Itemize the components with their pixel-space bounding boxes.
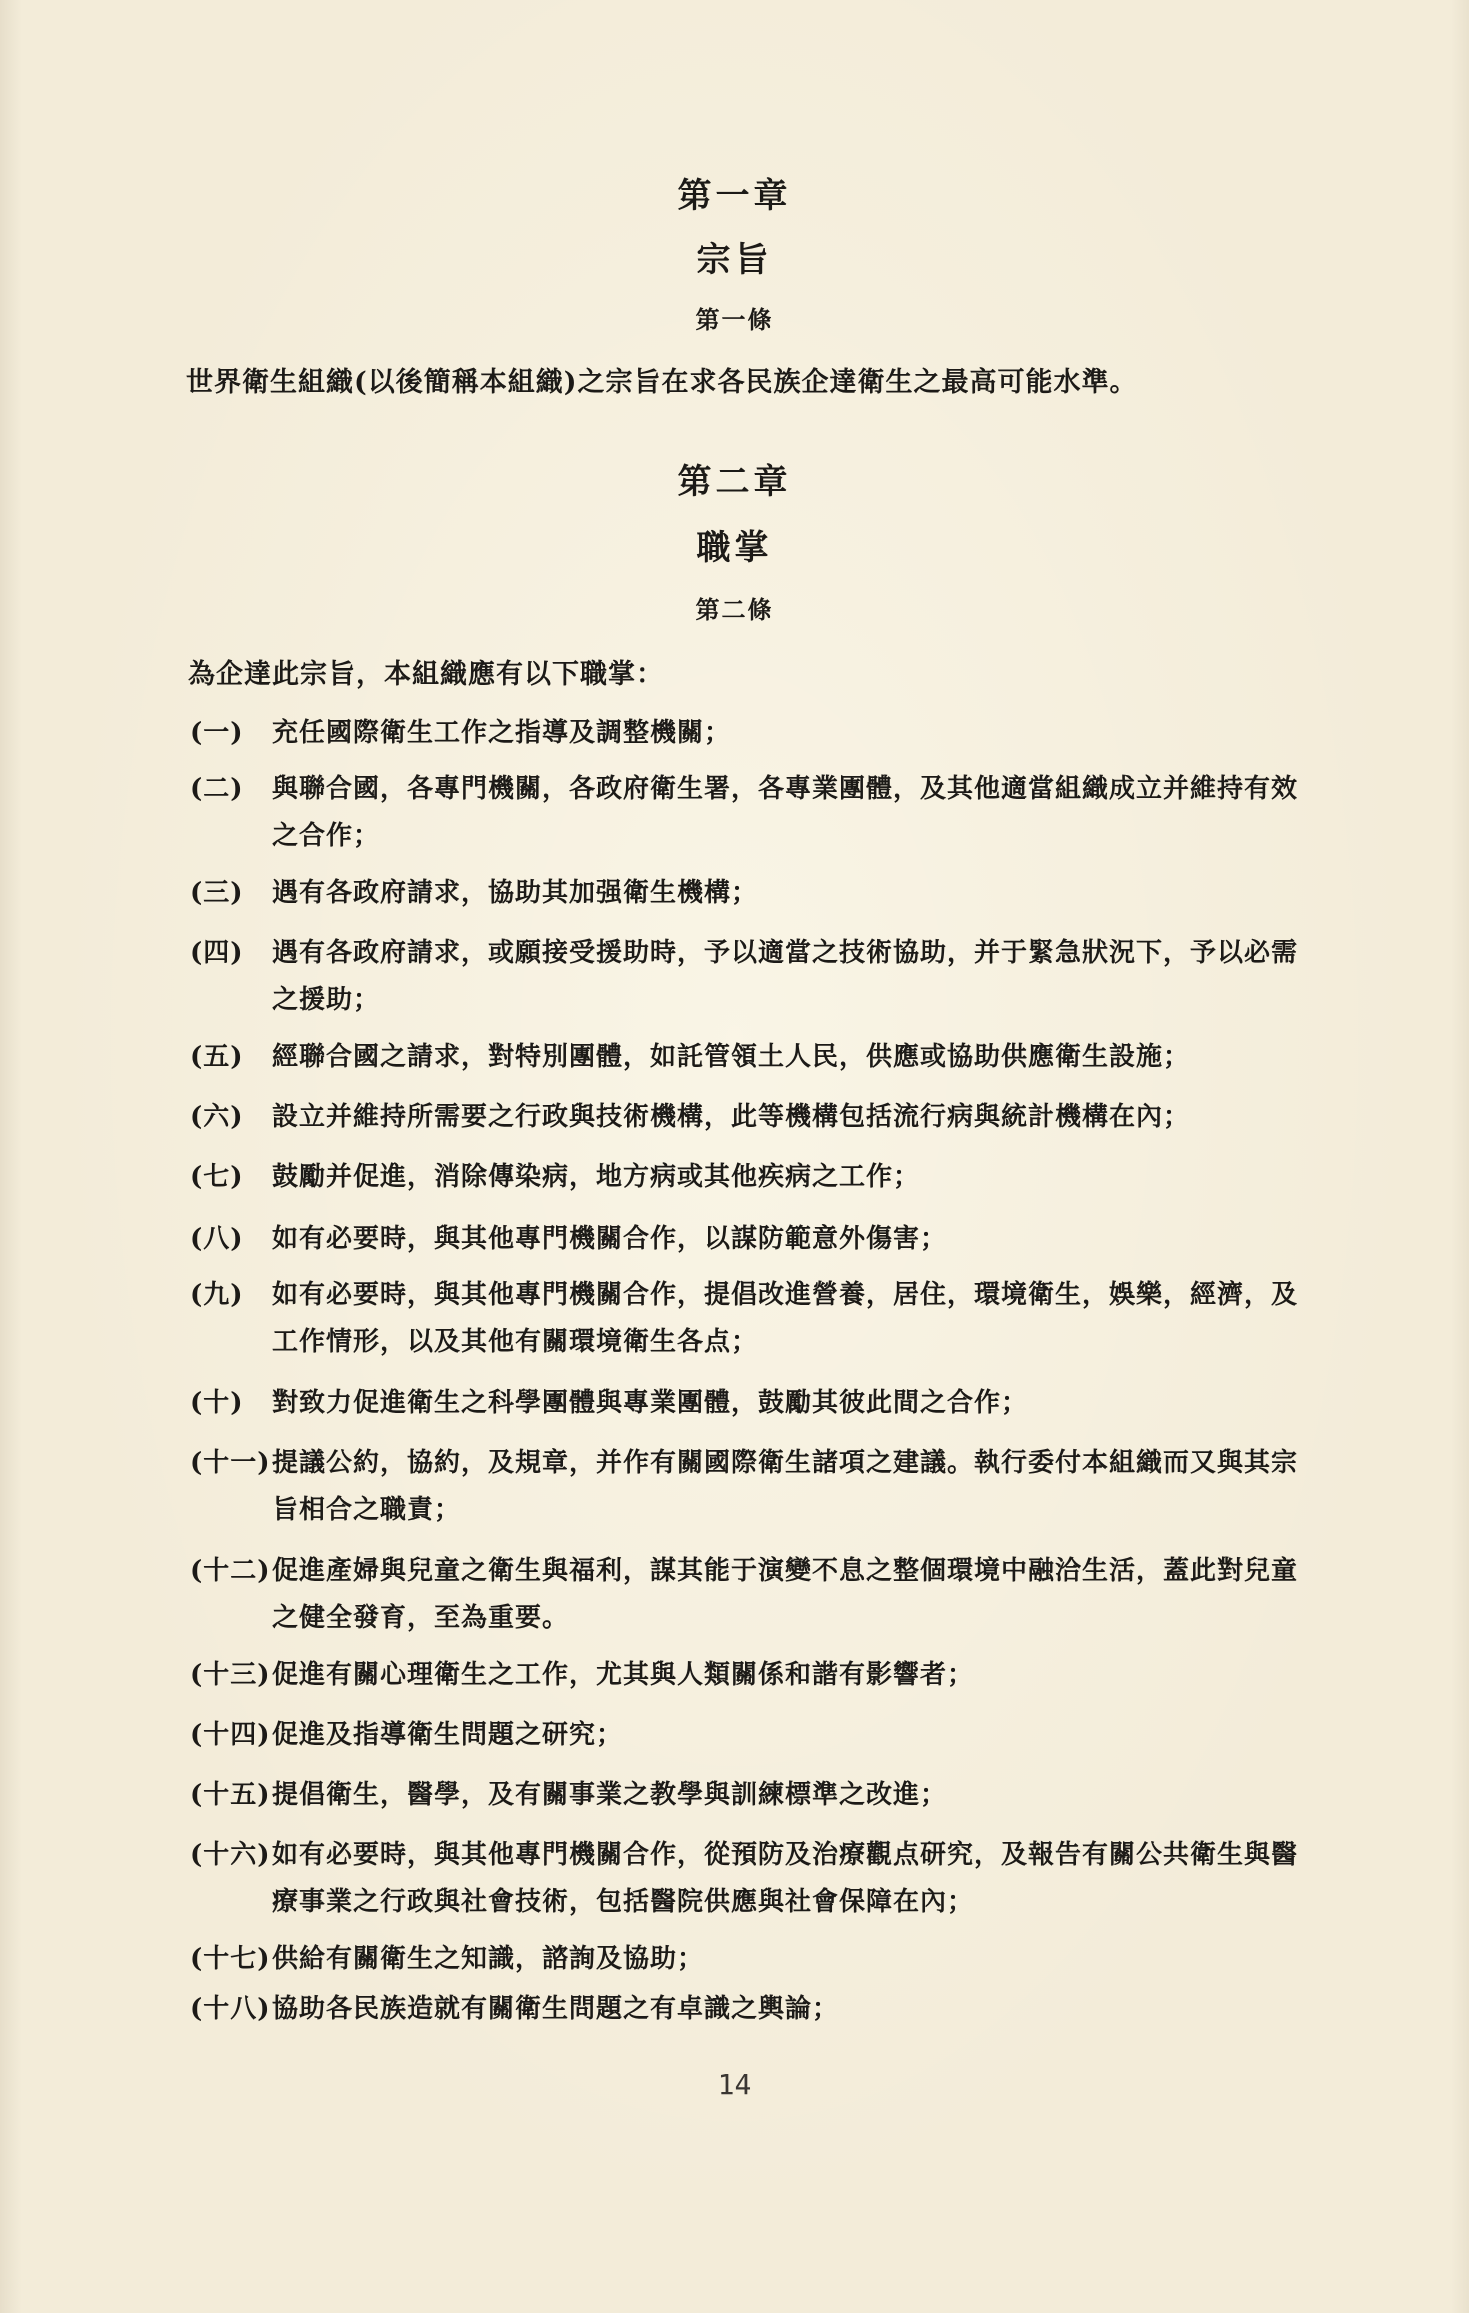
duty-item-number: (三) (190, 878, 244, 908)
article-1-text: 世界衛生組織(以後簡稱本組織)之宗旨在求各民族企達衛生之最高可能水準。 (186, 367, 1138, 398)
article-2-intro: 為企達此宗旨，本組織應有以下職掌： (188, 659, 664, 690)
article-2-label: 第二條 (695, 595, 774, 624)
duty-item-text: 如有必要時，與其他專門機關合作，以謀防範意外傷害； (272, 1224, 948, 1254)
duty-item-text: 充任國際衛生工作之指導及調整機關； (272, 718, 732, 748)
duty-item-number: (六) (190, 1102, 244, 1132)
duty-item-number: (八) (190, 1224, 244, 1254)
duty-item-18 (190, 1986, 1310, 2033)
duty-item-text: 設立并維持所需要之行政與技術機構，此等機構包括流行病與統計機構在內； (272, 1102, 1191, 1132)
duty-item-number: (七) (190, 1162, 244, 1192)
duty-item-5 (190, 1034, 1310, 1081)
duty-item-16 (190, 1832, 1310, 1926)
duty-item-12 (190, 1548, 1310, 1642)
chapter-1-subject: 宗旨 (696, 240, 773, 280)
duty-item-text: 對致力促進衛生之科學團體與專業團體，鼓勵其彼此間之合作； (272, 1388, 1029, 1418)
chapter-2-heading: 第二章 (677, 462, 792, 502)
duty-item-text: 遇有各政府請求，或願接受援助時，予以適當之技術協助，并于緊急狀況下，予以必需之援助； (272, 938, 1299, 1015)
duty-item-number: (四) (190, 938, 244, 968)
duty-item-text: 如有必要時，與其他專門機關合作，從預防及治療觀点研究，及報告有關公共衛生與醫療事業之行政與社會技術，包括醫院供應與社會保障在內； (272, 1840, 1299, 1917)
duty-item-text: 如有必要時，與其他專門機關合作，提倡改進營養，居住，環境衛生，娛樂，經濟，及工作情形，以及其他有關環境衛生各点； (272, 1280, 1299, 1357)
duty-item-15 (190, 1772, 1310, 1819)
duty-item-8 (190, 1216, 1310, 1263)
duty-item-3 (190, 870, 1310, 917)
duty-item-10 (190, 1380, 1310, 1427)
duty-item-14 (190, 1712, 1310, 1759)
duty-item-number: (一) (190, 718, 244, 748)
duty-item-6 (190, 1094, 1310, 1141)
duty-item-text: 供給有關衛生之知識，諮詢及協助； (272, 1944, 705, 1974)
duty-item-11 (190, 1440, 1310, 1534)
duty-item-number: (十八) (190, 1994, 271, 2024)
duty-item-text: 與聯合國，各專門機關，各政府衛生署，各專業團體，及其他適當組織成立并維持有效之合作； (272, 774, 1299, 851)
duty-item-number: (十六) (190, 1840, 271, 1870)
duty-item-text: 促進及指導衛生問題之研究； (272, 1720, 624, 1750)
duty-item-17 (190, 1936, 1310, 1983)
page-number: 14 (717, 2068, 752, 2101)
chapter-2-subject: 職掌 (696, 528, 773, 568)
duty-item-text: 鼓勵并促進，消除傳染病，地方病或其他疾病之工作； (272, 1162, 921, 1192)
duty-item-9 (190, 1272, 1310, 1366)
article-1-label: 第一條 (695, 305, 774, 334)
duty-item-7 (190, 1154, 1310, 1201)
duty-item-text: 提議公約，協約，及規章，并作有關國際衛生諸項之建議。執行委付本組織而又與其宗旨相合之職責； (272, 1448, 1299, 1525)
duty-item-number: (十) (190, 1388, 244, 1418)
duty-item-number: (十一) (190, 1448, 271, 1478)
duty-item-text: 經聯合國之請求，對特別團體，如託管領土人民，供應或協助供應衛生設施； (272, 1042, 1191, 1072)
duty-item-text: 提倡衛生，醫學，及有關事業之教學與訓練標準之改進； (272, 1780, 948, 1810)
duty-item-number: (十三) (190, 1660, 271, 1690)
duty-item-text: 遇有各政府請求，協助其加强衛生機構； (272, 878, 759, 908)
duty-item-2 (190, 766, 1310, 860)
duty-item-text: 促進有關心理衛生之工作，尤其與人類關係和諧有影響者； (272, 1660, 975, 1690)
duty-item-1 (190, 710, 1310, 757)
duty-item-number: (五) (190, 1042, 244, 1072)
duty-item-number: (十二) (190, 1556, 271, 1586)
duty-item-4 (190, 930, 1310, 1024)
chapter-1-heading: 第一章 (677, 176, 792, 216)
duty-item-number: (十五) (190, 1780, 271, 1810)
duty-item-text: 協助各民族造就有關衛生問題之有卓識之輿論； (272, 1994, 840, 2024)
duty-item-13 (190, 1652, 1310, 1699)
duty-item-text: 促進產婦與兒童之衛生與福利，謀其能于演變不息之整個環境中融洽生活，蓋此對兒童之健全發育，至為重要。 (272, 1556, 1299, 1633)
duty-item-number: (十七) (190, 1944, 271, 1974)
duty-item-number: (九) (190, 1280, 244, 1310)
duty-item-number: (十四) (190, 1720, 271, 1750)
duty-item-number: (二) (190, 774, 244, 804)
